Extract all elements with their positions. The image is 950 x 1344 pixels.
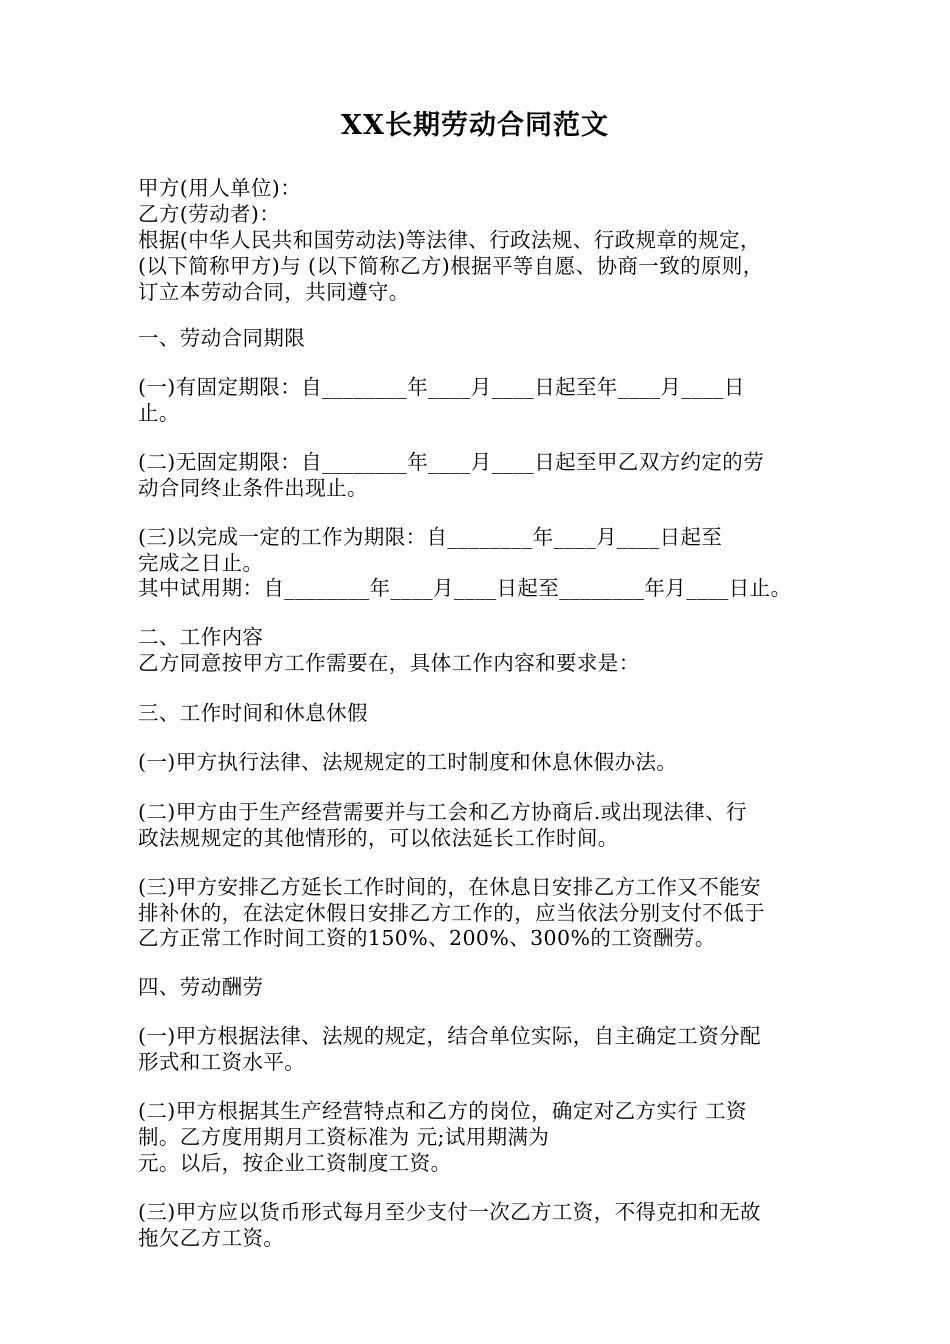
clause-line: 动合同终止条件出现止。 xyxy=(138,476,368,500)
preamble-line: 根据(中华人民共和国劳动法)等法律、行政法规、行政规章的规定， xyxy=(138,228,761,252)
preamble-line: (以下简称甲方)与 (以下简称乙方)根据平等自愿、协商一致的原则， xyxy=(138,254,764,278)
clause-line: (一)有固定期限：自________年____月____日起至年____月____日 xyxy=(138,375,745,399)
party-b-line: 乙方(劳动者)： xyxy=(138,202,281,226)
clause-line: (三)甲方应以货币形式每月至少支付一次乙方工资，不得克扣和无故 xyxy=(138,1200,761,1224)
clause-line: 拖欠乙方工资。 xyxy=(138,1226,285,1250)
clause-line: (一)甲方根据法律、法规的规定，结合单位实际，自主确定工资分配 xyxy=(138,1024,761,1048)
clause-line: 排补休的，在法定休假日安排乙方工作的，应当依法分别支付不低于 xyxy=(138,901,765,925)
party-a-line: 甲方(用人单位)： xyxy=(138,176,302,200)
clause-line: (三)以完成一定的工作为期限：自________年____月____日起至 xyxy=(138,525,723,549)
section-heading: 二、工作内容 xyxy=(138,625,264,649)
clause-line: (二)甲方由于生产经营需要并与工会和乙方协商后.或出现法律、行 xyxy=(138,800,747,824)
clause-line: 制。乙方度用期月工资标准为 元;试用期满为 xyxy=(138,1125,550,1149)
preamble-line: 订立本劳动合同，共同遵守。 xyxy=(138,280,410,304)
clause-line: (一)甲方执行法律、法规规定的工时制度和休息休假办法。 xyxy=(138,750,678,774)
clause-line: 其中试用期：自________年____月____日起至________年月____日止。 xyxy=(138,576,792,600)
clause-line: 乙方正常工作时间工资的150%、200%、300%的工资酬劳。 xyxy=(138,926,716,950)
document-title: XX长期劳动合同范文 xyxy=(341,110,609,141)
clause-line: 止。 xyxy=(138,401,180,425)
clause-line: 形式和工资水平。 xyxy=(138,1050,306,1074)
clause-line: (三)甲方安排乙方延长工作时间的，在休息日安排乙方工作又不能安 xyxy=(138,875,761,899)
clause-line: (二)甲方根据其生产经营特点和乙方的岗位，确定对乙方实行 工资 xyxy=(138,1099,747,1123)
section-heading: 一、劳动合同期限 xyxy=(138,326,306,350)
clause-line: (二)无固定期限：自________年____月____日起至甲乙双方约定的劳 xyxy=(138,450,765,474)
clause-line: 元。以后，按企业工资制度工资。 xyxy=(138,1151,452,1175)
clause-line: 政法规规定的其他情形的，可以依法延长工作时间。 xyxy=(138,826,619,850)
section-heading: 三、工作时间和休息休假 xyxy=(138,701,368,725)
section-heading: 四、劳动酬劳 xyxy=(138,975,264,999)
clause-line: 完成之日止。 xyxy=(138,551,264,575)
paragraph-line: 乙方同意按甲方工作需要在，具体工作内容和要求是： xyxy=(138,651,640,675)
